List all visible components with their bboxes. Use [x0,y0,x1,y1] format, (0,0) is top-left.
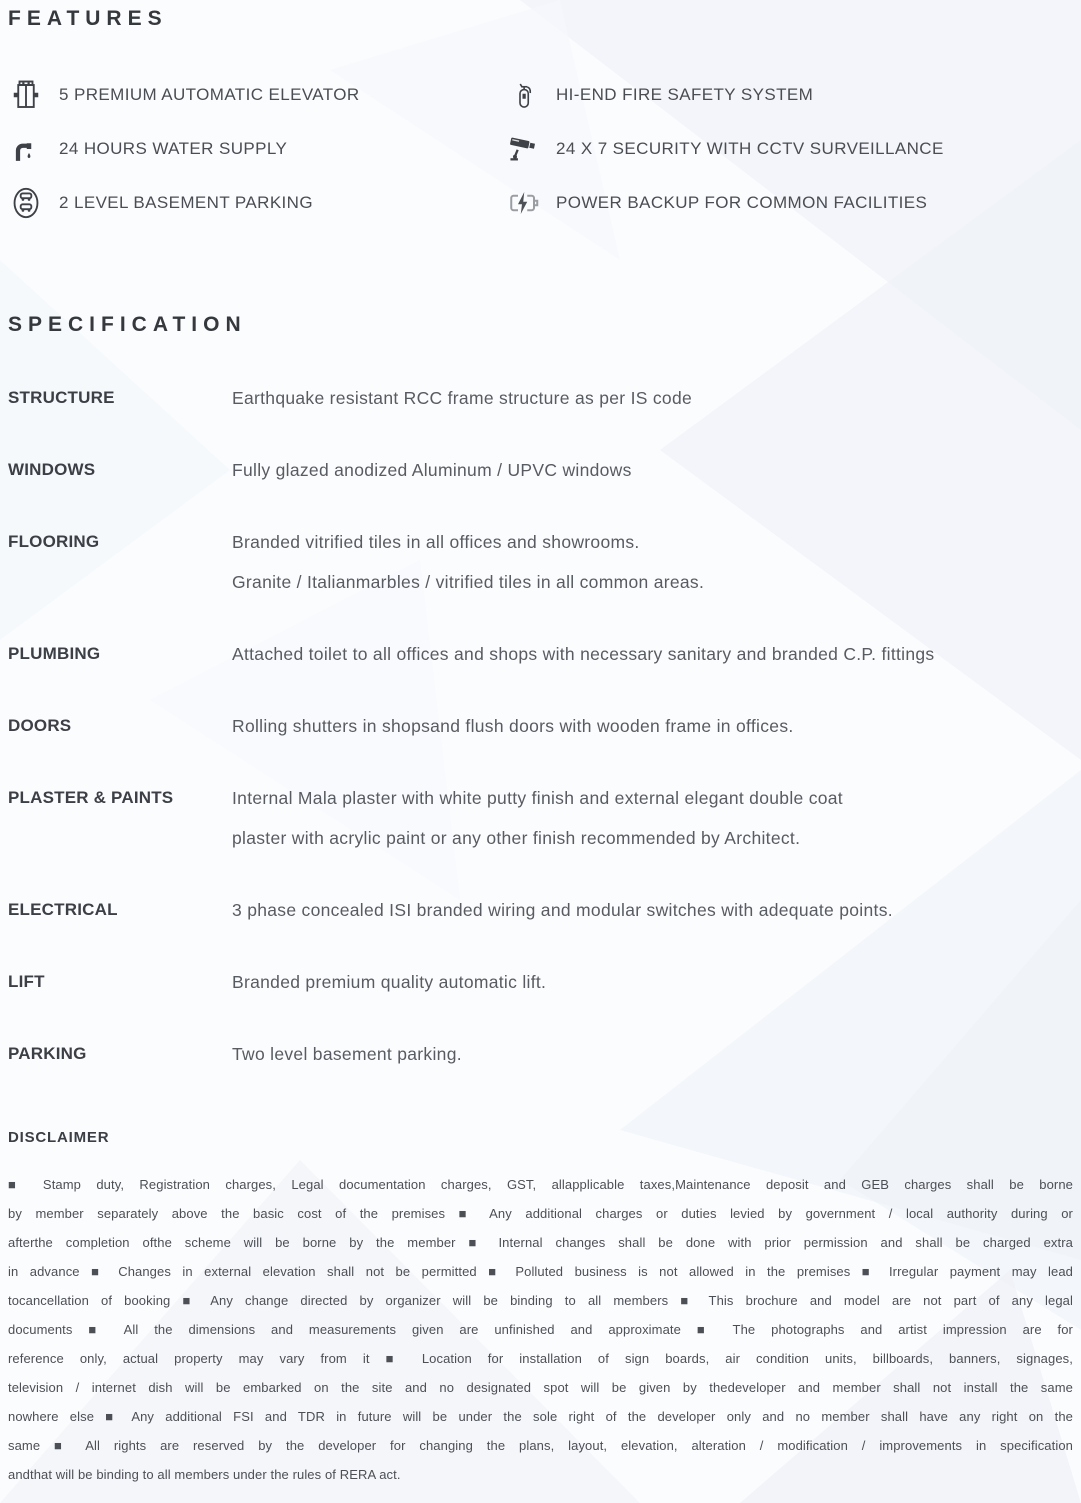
spec-value: 3 phase concealed ISI branded wiring and modular switches with adequate points. [232,900,893,920]
spec-row-flooring [8,522,1073,602]
spec-label: PARKING [8,1044,87,1063]
feature-label: 24 X 7 SECURITY WITH CCTV SURVEILLANCE [556,139,944,158]
features-grid [8,80,1073,218]
power-backup-icon [505,188,541,218]
disclaimer-line: nowhere else ■ Any additional FSI and TDR in future will be under the sole right of the developer only and no member shall have any right on the [8,1409,1073,1424]
spec-value: Branded premium quality automatic lift. [232,972,547,992]
disclaimer-text [8,1170,1073,1489]
spec-value: Internal Mala plaster with white putty finish and external elegant double coat plaster with acrylic paint or any other finish recommended by Architect. [232,788,843,848]
disclaimer-line: in advance ■ Changes in external elevation shall not be permitted ■ Polluted business is not allowed in the premises ■ Irregular payment may lead [8,1264,1073,1279]
specification-table [8,378,1073,1074]
feature-label: HI-END FIRE SAFETY SYSTEM [556,85,814,104]
spec-row-doors [8,706,1073,746]
spec-row-parking [8,1034,1073,1074]
spec-value: Two level basement parking. [232,1044,462,1064]
spec-label: ELECTRICAL [8,900,118,919]
features-title: FEATURES [8,7,168,30]
disclaimer-line: documents ■ All the dimensions and measurements given are unfinished and approximate ■ The photographs and artist impression are for [8,1322,1073,1337]
spec-label: STRUCTURE [8,388,115,407]
spec-value: Attached toilet to all offices and shops with necessary sanitary and branded C.P. fittings [232,644,935,664]
spec-value: Branded vitrified tiles in all offices and showrooms. Granite / Italianmarbles / vitrified tiles in all common areas. [232,532,705,592]
elevator-icon [8,80,44,110]
disclaimer-line: andthat will be binding to all members under the rules of RERA act. [8,1467,401,1482]
feature-label: 2 LEVEL BASEMENT PARKING [59,193,313,212]
spec-row-structure [8,378,1073,418]
water-tap-icon [8,134,44,164]
spec-value: Fully glazed anodized Aluminum / UPVC windows [232,460,632,480]
spec-value: Earthquake resistant RCC frame structure as per IS code [232,388,693,408]
features-section [8,6,1073,218]
feature-item-cctv-security [505,134,1073,164]
spec-label: FLOORING [8,532,100,551]
spec-label: LIFT [8,972,45,991]
disclaimer-line: tocancellation of booking ■ Any change directed by organizer will be binding to all members ■ This brochure and model are not part of any legal [8,1293,1073,1308]
spec-row-windows [8,450,1073,490]
specification-section [8,312,1073,1074]
spec-row-electrical [8,890,1073,930]
disclaimer-section [8,1128,1073,1489]
spec-label: PLUMBING [8,644,101,663]
spec-row-lift [8,962,1073,1002]
disclaimer-line: television / internet dish will be embarked on the site and no designated spot will be given by thedeveloper and member shall not install the same [8,1380,1073,1395]
disclaimer-line: ■ Stamp duty, Registration charges, Legal documentation charges, GST, allapplicable taxes,Maintenance deposit and GEB charges shall be borne [8,1177,1073,1192]
spec-row-plumbing [8,634,1073,674]
spec-label: DOORS [8,716,72,735]
disclaimer-line: same ■ All rights are reserved by the developer for changing the plans, layout, elevation, alteration / modification / improvements in specification [8,1438,1073,1453]
fire-extinguisher-icon [505,79,541,111]
cctv-camera-icon [505,133,541,165]
basement-parking-icon [8,187,44,219]
spec-row-plaster-paints [8,778,1073,858]
feature-item-power-backup [505,188,1073,218]
feature-label: 5 PREMIUM AUTOMATIC ELEVATOR [59,85,360,104]
spec-value: Rolling shutters in shopsand flush doors with wooden frame in offices. [232,716,794,736]
spec-label: WINDOWS [8,460,96,479]
feature-item-water-supply [8,134,505,164]
feature-item-elevator [8,80,505,110]
specification-title: SPECIFICATION [8,313,247,336]
feature-label: POWER BACKUP FOR COMMON FACILITIES [556,193,928,212]
disclaimer-line: reference only, actual property may vary from it ■ Location for installation of sign boards, air condition units, billboards, banners, signages, [8,1351,1073,1366]
disclaimer-title: DISCLAIMER [8,1129,110,1146]
disclaimer-line: afterthe completion ofthe scheme will be borne by the member ■ Internal changes shall be done with prior permission and shall be charged extra [8,1235,1073,1250]
disclaimer-line: by member separately above the basic cost of the premises ■ Any additional charges or duties levied by government / local authority during or [8,1206,1073,1221]
feature-item-fire-safety [505,80,1073,110]
spec-label: PLASTER & PAINTS [8,788,174,807]
feature-label: 24 HOURS WATER SUPPLY [59,139,288,158]
feature-item-basement-parking [8,188,505,218]
